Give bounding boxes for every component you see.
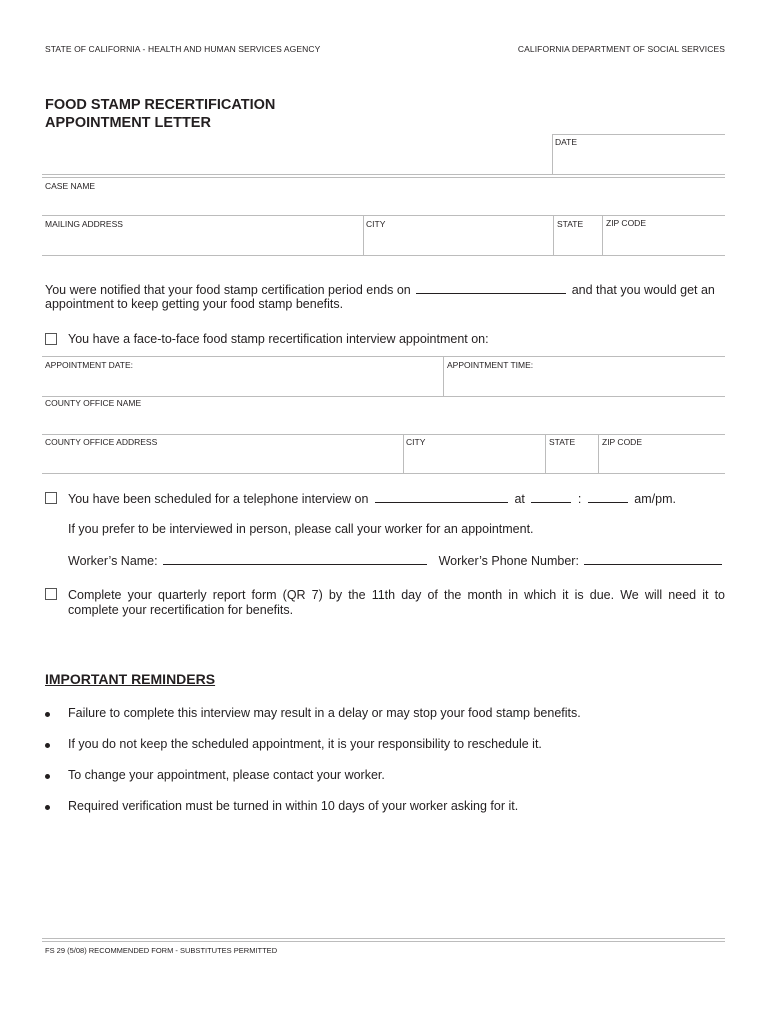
telephone-text: You have been scheduled for a telephone interview on: [68, 492, 369, 506]
reminders-heading: IMPORTANT REMINDERS: [45, 671, 216, 687]
worker-line: [68, 553, 722, 568]
reminder-item: Failure to complete this interview may result in a delay or may stop your food stamp benefits.: [68, 706, 581, 720]
county-state-field[interactable]: [546, 448, 597, 472]
bullet-icon: [45, 712, 50, 717]
case-name-top-line: [42, 174, 725, 178]
notice-part2: and that you would get an: [571, 283, 715, 297]
worker-phone-blank[interactable]: [584, 553, 722, 565]
telephone-at: at: [514, 492, 525, 506]
telephone-checkbox[interactable]: [45, 492, 57, 504]
mailing-top-line: [42, 215, 725, 216]
quarterly-line1: Complete your quarterly report form (QR 7) by the 11th day of the month in which it is due. We will need it to: [68, 588, 725, 602]
appointment-date-label: APPOINTMENT DATE:: [45, 360, 134, 370]
worker-phone-label: Worker’s Phone Number:: [438, 554, 579, 568]
quarterly-line2: complete your recertification for benefits.: [68, 603, 294, 617]
face-to-face-text: You have a face-to-face food stamp recertification interview appointment on:: [68, 332, 489, 346]
mailing-state-label: STATE: [557, 219, 584, 229]
telephone-prefer-text: If you prefer to be interviewed in person, please call your worker for an appointment.: [68, 522, 534, 536]
footer-line: [42, 938, 725, 942]
county-office-name-field[interactable]: [42, 409, 725, 433]
county-zip-field[interactable]: [599, 448, 725, 472]
county-office-address-label: COUNTY OFFICE ADDRESS: [45, 437, 158, 447]
date-field[interactable]: [553, 148, 725, 174]
appt-top-line: [42, 356, 725, 357]
mailing-address-field[interactable]: [42, 230, 362, 254]
certification-end-date-blank[interactable]: [416, 282, 566, 294]
mailing-city-label: CITY: [366, 219, 386, 229]
county-city-label: CITY: [406, 437, 426, 447]
mailing-address-label: MAILING ADDRESS: [45, 219, 123, 229]
county-name-top-line: [42, 396, 725, 397]
mailing-zip-label: ZIP CODE: [606, 218, 646, 228]
bullet-icon: [45, 805, 50, 810]
reminder-item: If you do not keep the scheduled appointment, it is your responsibility to reschedule it.: [68, 737, 542, 751]
form-title: [45, 96, 275, 132]
mailing-state-field[interactable]: [554, 230, 601, 254]
bullet-icon: [45, 774, 50, 779]
face-to-face-checkbox[interactable]: [45, 333, 57, 345]
date-top-line: [552, 134, 725, 135]
telephone-line: [68, 491, 676, 506]
notice-line1: [45, 282, 725, 297]
telephone-minute-blank[interactable]: [588, 491, 628, 503]
form-id: FS 29 (5/08) RECOMMENDED FORM - SUBSTITUTES PERMITTED: [45, 946, 278, 955]
telephone-hour-blank[interactable]: [531, 491, 571, 503]
agency-right: CALIFORNIA DEPARTMENT OF SOCIAL SERVICES: [517, 44, 725, 54]
county-state-label: STATE: [549, 437, 576, 447]
appointment-date-field[interactable]: [42, 371, 442, 395]
mailing-city-field[interactable]: [364, 230, 552, 254]
bullet-icon: [45, 743, 50, 748]
appointment-time-label: APPOINTMENT TIME:: [447, 360, 534, 370]
form-title-line2: APPOINTMENT LETTER: [45, 115, 211, 131]
mailing-zip-field[interactable]: [603, 230, 725, 254]
county-bottom-line: [42, 473, 725, 474]
mailing-bottom-line: [42, 255, 725, 256]
reminder-item: To change your appointment, please contact your worker.: [68, 768, 385, 782]
county-office-name-label: COUNTY OFFICE NAME: [45, 398, 142, 408]
county-address-field[interactable]: [42, 448, 402, 472]
quarterly-checkbox[interactable]: [45, 588, 57, 600]
case-name-field[interactable]: [42, 192, 725, 214]
appointment-time-field[interactable]: [444, 371, 725, 395]
county-city-field[interactable]: [404, 448, 544, 472]
telephone-ampm: am/pm.: [634, 492, 676, 506]
notice-part3: appointment to keep getting your food stamp benefits.: [45, 297, 344, 311]
county-zip-label: ZIP CODE: [602, 437, 642, 447]
telephone-date-blank[interactable]: [375, 491, 508, 503]
case-name-label: CASE NAME: [45, 181, 96, 191]
form-title-line1: FOOD STAMP RECERTIFICATION: [45, 97, 276, 113]
agency-left: STATE OF CALIFORNIA - HEALTH AND HUMAN SERVICES AGENCY: [45, 44, 321, 54]
telephone-colon: :: [577, 492, 582, 506]
worker-name-blank[interactable]: [163, 553, 427, 565]
worker-name-label: Worker’s Name:: [68, 554, 158, 568]
date-label: DATE: [555, 137, 578, 147]
notice-part1: You were notified that your food stamp certification period ends on: [45, 283, 411, 297]
county-address-top-line: [42, 434, 725, 435]
reminder-item: Required verification must be turned in within 10 days of your worker asking for it.: [68, 799, 519, 813]
